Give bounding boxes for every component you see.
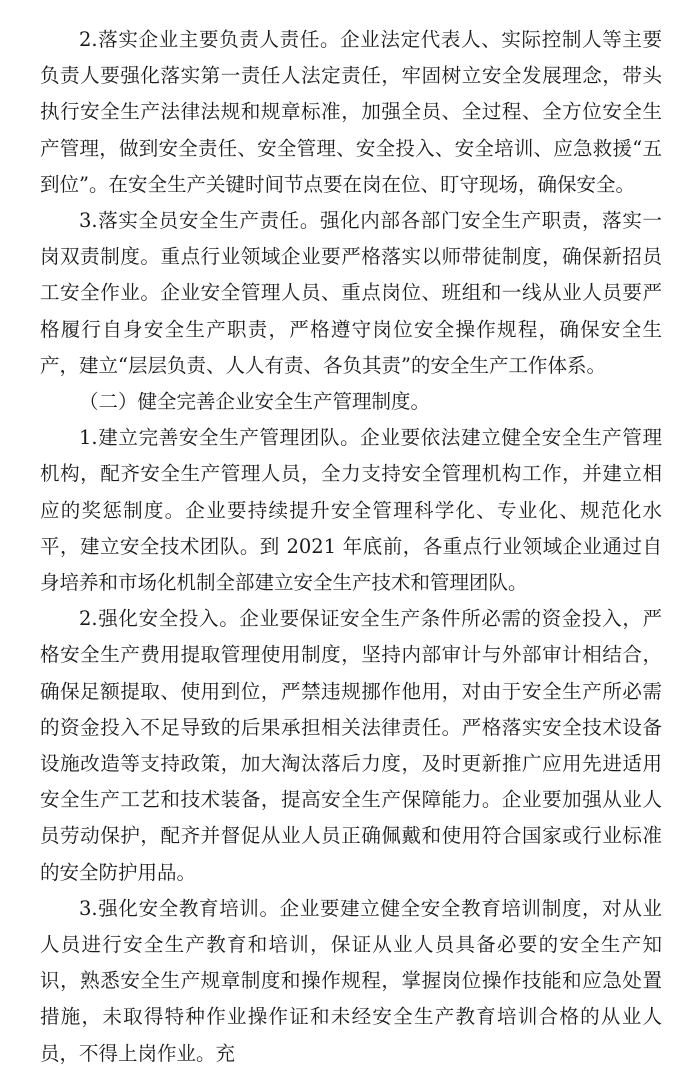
paragraph-all-staff-responsibility: 3.落实全员安全生产责任。强化内部各部门安全生产职责，落实一岗双责制度。重点行业领域企业要严格落实以师带徒制度，确保新招员工安全作业。企业安全管理人员、重点岗位、班组和一线从业人员要严格履行自身安全生产职责，严格遵守岗位安全操作规程，确保安全生产，建立“层层负责、人人有责、各负其责”的安全生产工作体系。	[40, 209, 662, 377]
paragraph-management-team: 1.建立完善安全生产管理团队。企业要依法建立健全安全生产管理机构，配齐安全生产管理人员，全力支持安全管理机构工作，并建立相应的奖惩制度。企业要持续提升安全管理科学化、专业化、规范化水平，建立安全技术团队。到 2021 年底前，各重点行业领域企业通过自身培养和市场化机制全部建立安全生产技术和管理团队。	[40, 426, 662, 595]
paragraph-enterprise-leader-responsibility: 2.落实企业主要负责人责任。企业法定代表人、实际控制人等主要负责人要强化落实第一责任人法定责任，牢固树立安全发展理念，带头执行安全生产法律法规和规章标准，加强全员、全过程、全方位安全生产管理，做到安全责任、安全管理、安全投入、安全培训、应急救援“五到位”。在安全生产关键时间节点要在岗在位、盯守现场，确保安全。	[40, 28, 662, 196]
paragraph-safety-investment: 2.强化安全投入。企业要保证安全生产条件所必需的资金投入，严格安全生产费用提取管理使用制度，坚持内部审计与外部审计相结合，确保足额提取、使用到位，严禁违规挪作他用，对由于安全生产所必需的资金投入不足导致的后果承担相关法律责任。严格落实安全技术设备设施改造等支持政策，加大淘汰落后力度，及时更新推广应用先进适用安全生产工艺和技术装备，提高安全生产保障能力。企业要加强从业人员劳动保护，配齐并督促从业人员正确佩戴和使用符合国家或行业标准的安全防护用品。	[40, 607, 662, 884]
paragraph-safety-training: 3.强化安全教育培训。企业要建立健全安全教育培训制度，对从业人员进行安全生产教育和培训，保证从业人员具备必要的安全生产知识，熟悉安全生产规章制度和操作规程，掌握岗位操作技能和应急处置措施，未取得特种作业操作证和未经安全生产教育培训合格的从业人员，不得上岗作业。充	[40, 896, 662, 1065]
document-body	[40, 22, 662, 1072]
section-heading-management-system: （二）健全完善企业安全生产管理制度。	[79, 390, 431, 414]
